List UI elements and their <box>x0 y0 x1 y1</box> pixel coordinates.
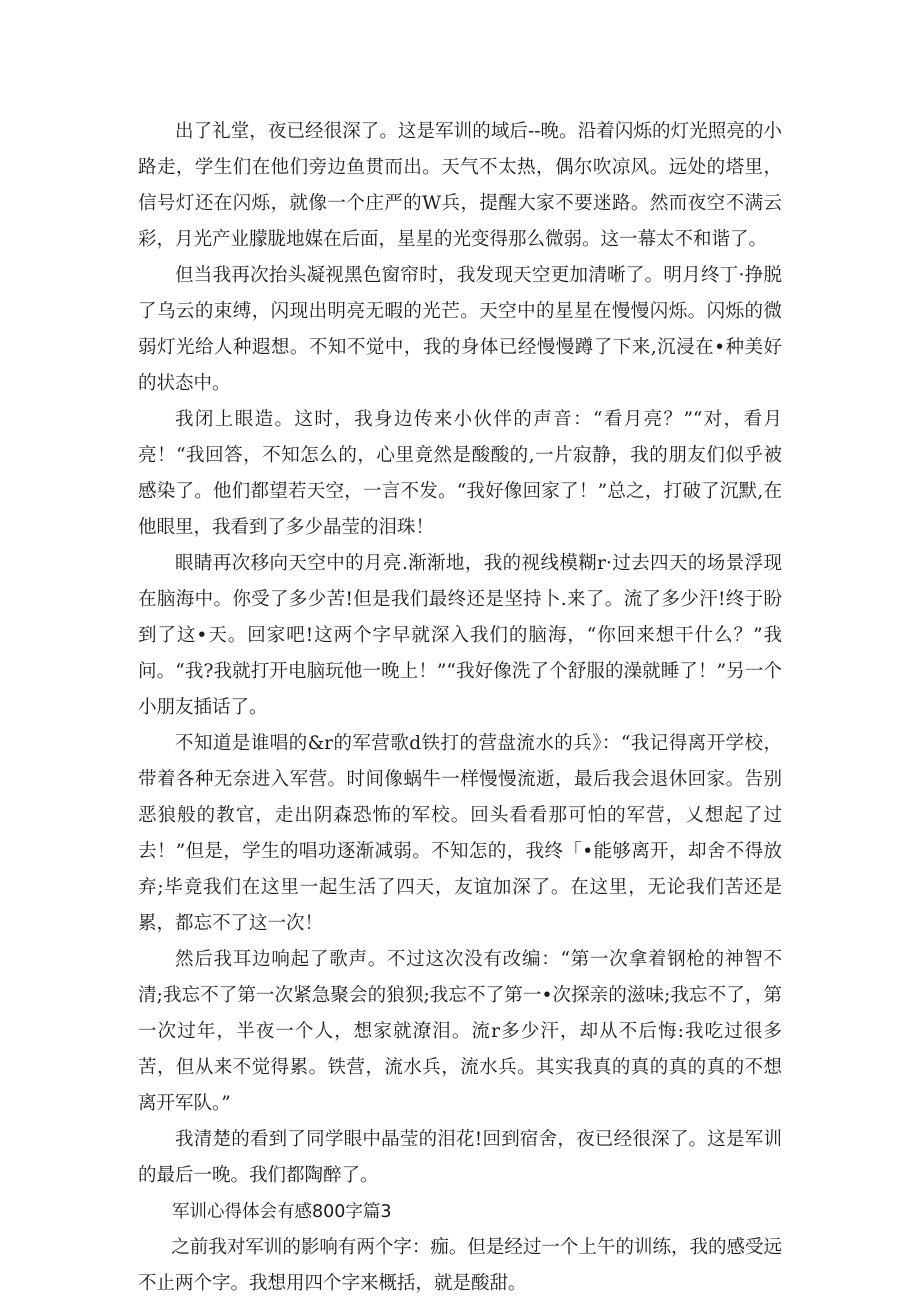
paragraph-1: 出了礼堂，夜已经很深了。这是军训的域后--晚。沿着闪烁的灯光照亮的小路走，学生们在他们旁边鱼贯而出。天气不太热，偶尔吹凉风。远处的塔里，信号灯还在闪烁，就像一个庄严的W兵，提醒大家不要迷路。然而夜空不满云彩，月光产业朦胧地媒在后面，星星的光变得那么微弱。这一幕太不和谐了。 <box>138 121 782 250</box>
paragraph-4: 眼睛再次移向天空中的月亮.渐渐地，我的视线模糊r·过去四天的场景浮现在脑海中。你受了多少苦!但是我们最终还是坚持卜.来了。流了多少汗!终于盼到了这•天。回家吧!这两个字早就深入我们的脑海，“你回来想干什么？”我问。“我?我就打开电脑玩他一晚上！”“我好像洗了个舒服的澡就睡了！”另一个小朋友插话了。 <box>138 553 782 718</box>
section-heading: 军训心得体会有感800字篇3 <box>172 1202 392 1222</box>
paragraph-6: 然后我耳边响起了歌声。不过这次没有改编：“第一次拿着钢枪的神智不清;我忘不了第一次紧急聚会的狼狈;我忘不了第一•次探亲的滋味;我忘不了，第一次过年，半夜一个人，想家就潦泪。流r多少汗，却从不后悔:我吃过很多苦，但从来不觉得累。铁营，流水兵，流水兵。其实我真的真的真的真的不想离开军队。” <box>138 949 782 1114</box>
paragraph-3: 我闭上眼造。这时，我身边传来小伙伴的声音：“看月亮？”“对，看月亮！“我回答，不知怎么的，心里竟然是酸酸的,一片寂静，我的朋友们似乎被感染了。他们都望若天空，一言不发。“我好像回家了！”总之，打破了沉默,在他眼里，我看到了多少晶莹的泪珠！ <box>138 409 782 538</box>
paragraph-7: 我清楚的看到了同学眼中晶莹的泪花!回到宿舍，夜已经很深了。这是军训的最后一晚。我们都陶醉了。 <box>138 1129 782 1186</box>
paragraph-5: 不知道是谁唱的&r的军营歌d铁打的营盘流水的兵》：“我记得离开学校，带着各种无奈进入军营。时间像蜗牛一样慢慢流逝，最后我会退休回家。告别恶狼般的教官，走出阴森恐怖的军校。回头看看那可怕的军营，乂想起了过去！”但是，学生的唱功逐渐减弱。不知怎的，我终「•能够离开，却舍不得放弃;毕竟我们在这里一起生活了四天，友谊加深了。在这里，无论我们苦还是累，都忘不了这一次！ <box>138 733 782 934</box>
final-paragraph: 之前我对军训的影响有两个字：痂。但是经过一个上午的训练，我的感受远不止两个字。我想用四个字来概括，就是酸甜。 <box>138 1237 782 1294</box>
paragraph-2: 但当我再次抬头凝视黑色窗帘时，我发现天空更加清晰了。明月终丁·挣脱了乌云的束缚，闪现出明亮无暇的光芒。天空中的星星在慢慢闪烁。闪烁的微弱灯光给人种遐想。不知不觉中，我的身体已经慢慢蹲了下来,沉浸在•种美好的状态中。 <box>138 265 782 394</box>
